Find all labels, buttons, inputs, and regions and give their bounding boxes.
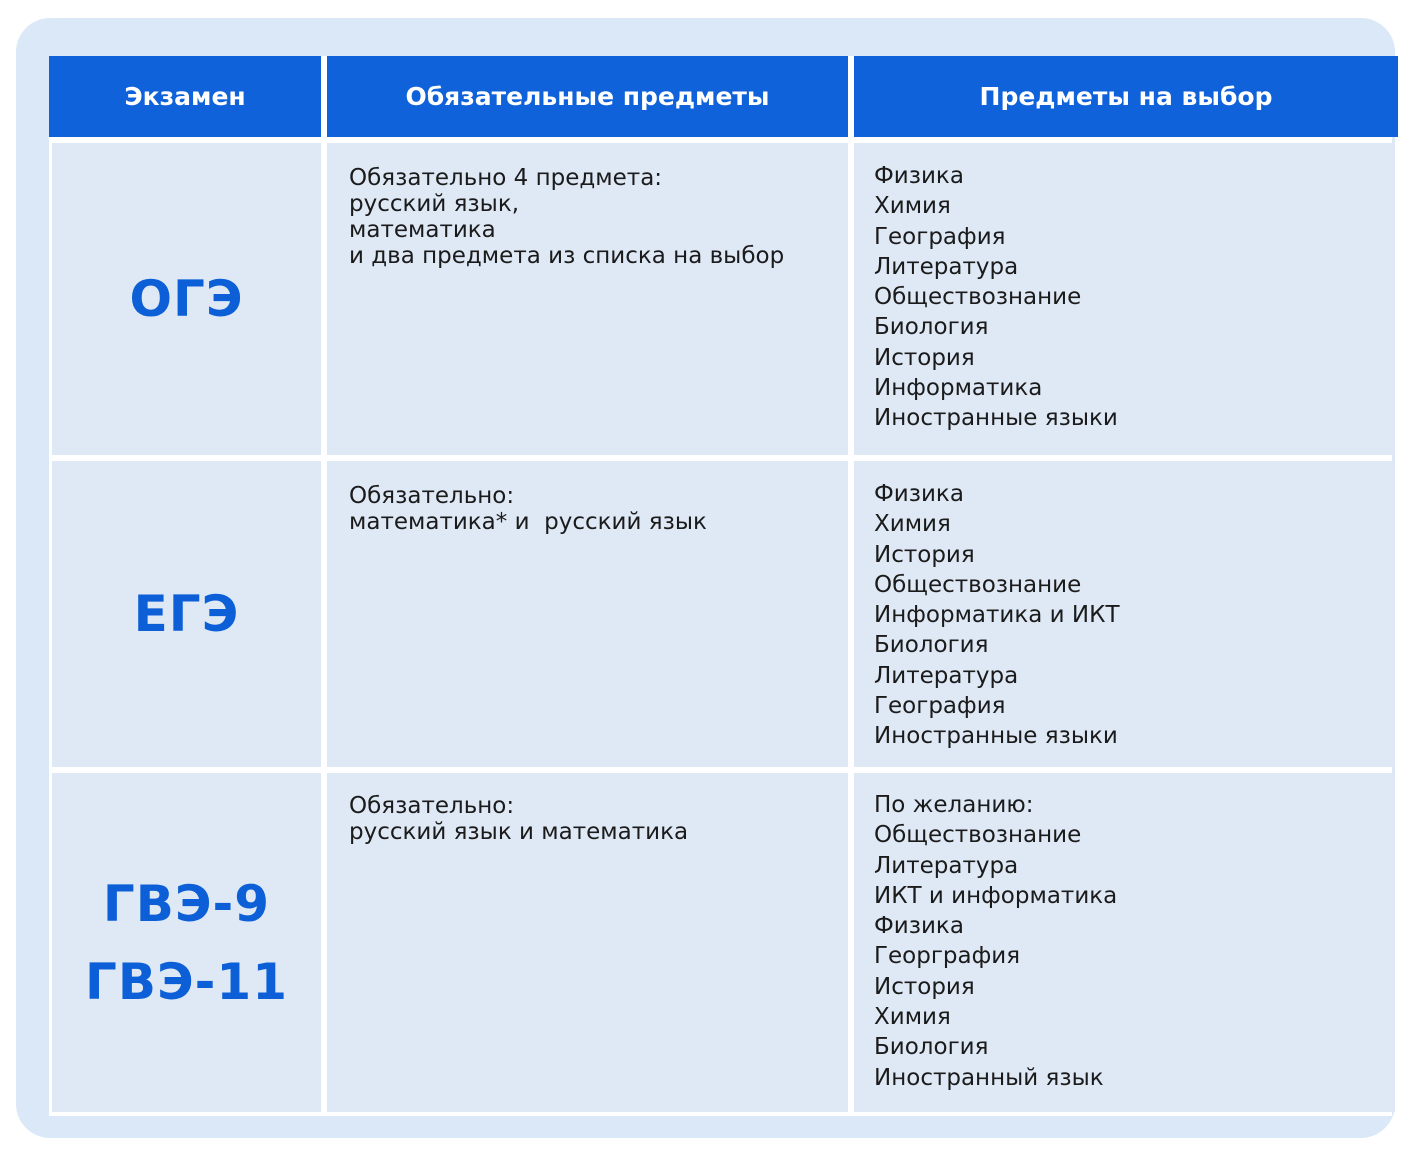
elective-item: Обществознание <box>874 822 1082 849</box>
elective-item: Литература <box>874 662 1019 689</box>
required-cell-oge <box>327 143 848 455</box>
elective-item: География <box>874 223 1006 250</box>
elective-item: Химия <box>874 511 951 538</box>
exam-name: ГВЭ-11 <box>85 952 288 1011</box>
elective-item: Информатика и ИКТ <box>874 602 1120 629</box>
required-line: и два предмета из списка на выбор <box>349 243 785 269</box>
required-line: Обязательно: <box>349 483 515 509</box>
elective-item: Информатика <box>874 375 1043 402</box>
elective-item: История <box>874 541 975 568</box>
elective-item: Физика <box>874 913 964 940</box>
elective-item: Обществознание <box>874 571 1082 598</box>
header-required-subjects: Обязательные предметы <box>327 56 848 137</box>
required-line: русский язык, <box>349 191 520 217</box>
elective-item: Физика <box>874 481 964 507</box>
exam-table <box>49 56 1392 1116</box>
required-cell-gve <box>327 773 848 1112</box>
elective-item: Иностранные языки <box>874 723 1118 750</box>
table-card <box>16 18 1395 1138</box>
elective-item: Литература <box>874 253 1019 280</box>
elective-item: История <box>874 973 975 1000</box>
header-exam: Экзамен <box>49 56 321 137</box>
required-line: русский язык и математика <box>349 819 689 845</box>
required-cell-ege <box>327 461 848 767</box>
required-line: Обязательно: <box>349 793 515 819</box>
elective-item: Физика <box>874 163 964 189</box>
elective-item: Биология <box>874 632 989 659</box>
elective-item: Иностранный язык <box>874 1064 1104 1091</box>
exam-cell-ege <box>52 461 321 767</box>
elective-item: Обществознание <box>874 284 1082 311</box>
elective-item: Иностранные языки <box>874 405 1118 432</box>
elective-cell-oge <box>854 143 1395 455</box>
elective-item: Литература <box>874 852 1019 879</box>
elective-item: География <box>874 693 1006 720</box>
required-line: математика* и русский язык <box>349 509 707 535</box>
elective-item: Химия <box>874 1004 951 1031</box>
elective-item: Биология <box>874 314 989 341</box>
elective-item: ИКТ и информатика <box>874 882 1118 909</box>
elective-cell-ege <box>854 461 1395 767</box>
exam-name: ГВЭ-9 <box>102 874 271 933</box>
exam-cell-oge <box>52 143 321 455</box>
elective-item: Георграфия <box>874 943 1021 970</box>
elective-item: История <box>874 344 975 371</box>
header-elective-subjects: Предметы на выбор <box>854 56 1398 137</box>
exam-name: ОГЭ <box>129 270 244 328</box>
elective-item: Химия <box>874 193 951 220</box>
required-line: математика <box>349 217 496 243</box>
elective-cell-gve <box>854 773 1395 1112</box>
exam-cell-gve <box>52 773 321 1112</box>
exam-name: ЕГЭ <box>133 585 240 643</box>
required-line: Обязательно 4 предмета: <box>349 165 663 191</box>
elective-item: Биология <box>874 1034 989 1061</box>
elective-item: По желанию: <box>874 792 1034 818</box>
